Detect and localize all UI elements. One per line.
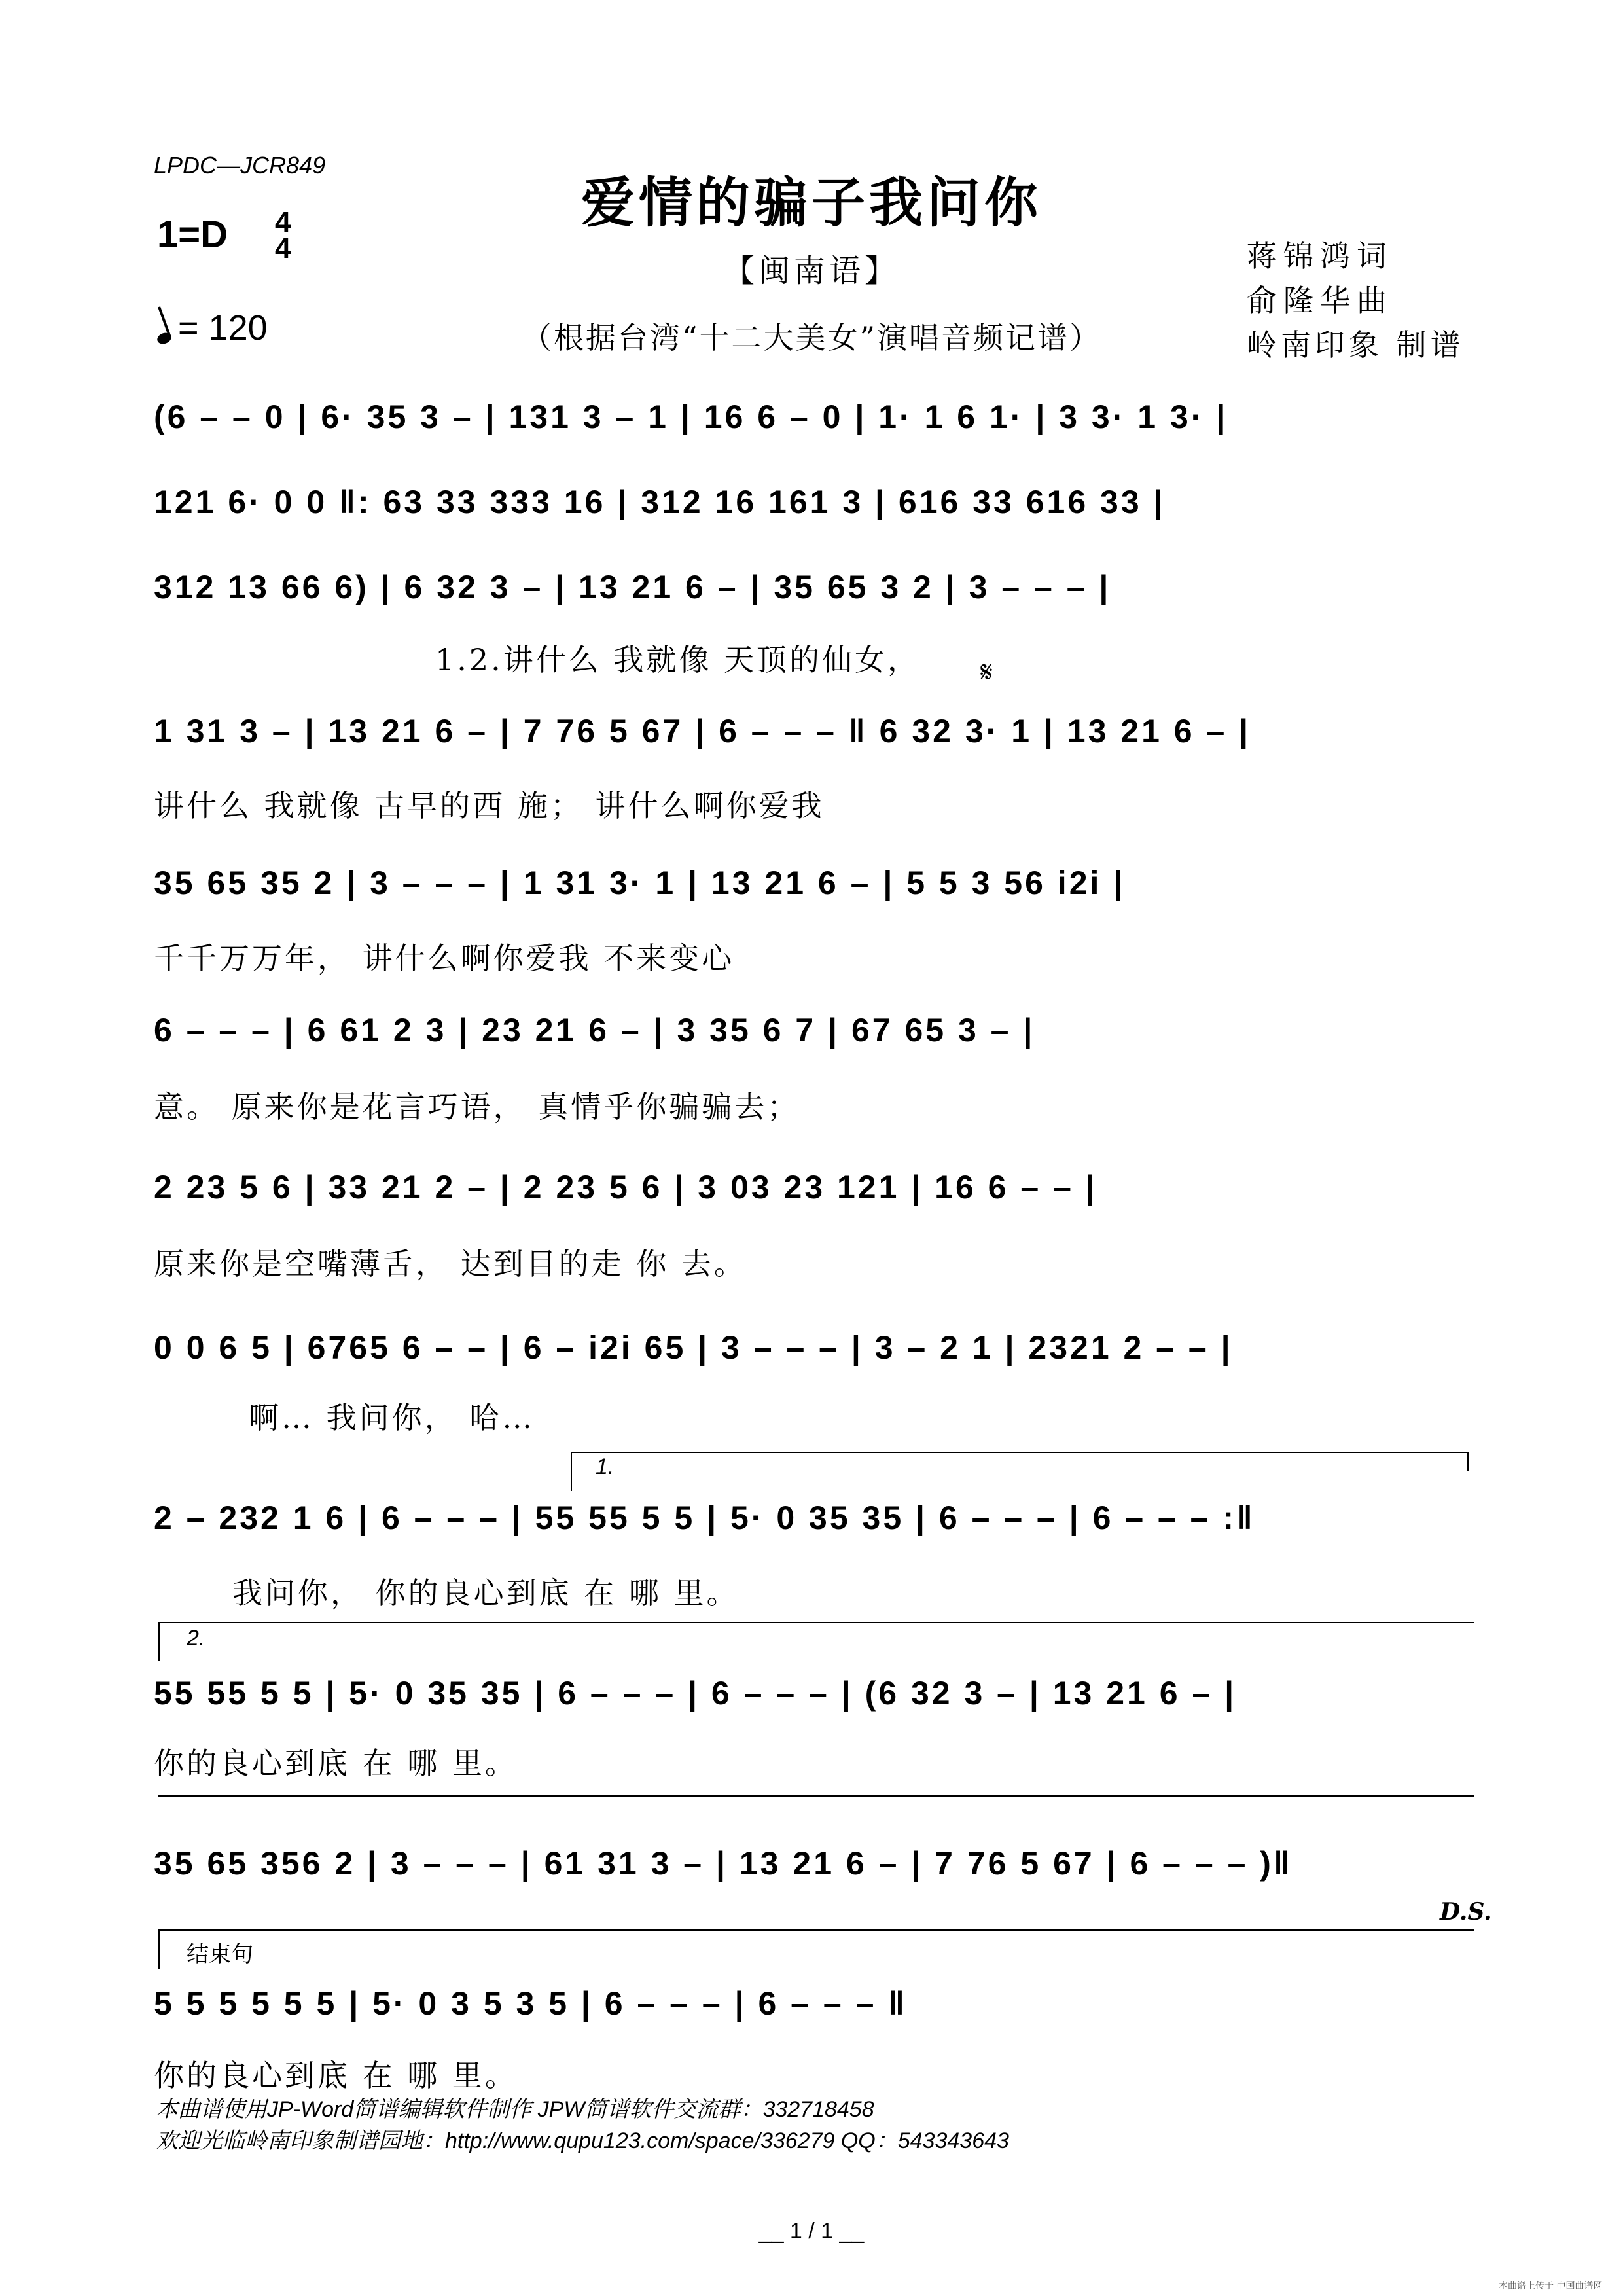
page-number: __ 1 / 1 __ — [758, 2219, 865, 2244]
footer-software-note: 本曲谱使用JP-Word简谱编辑软件制作 JPW简谱软件交流群：332718458 — [156, 2097, 874, 2122]
arranger-credit: 岭南印象 制谱 — [1247, 327, 1465, 363]
notation-row-4: 1 31 3 – | 13 21 6 – | 7 76 5 67 | 6 – – – ‖ 6 32 3· 1 | 13 21 6 – | — [154, 713, 1251, 749]
site-watermark: 本曲谱上传于 中国曲谱网 — [1499, 2281, 1603, 2291]
lyrics-row-12: 你的良心到底 在 哪 里。 — [154, 2058, 518, 2093]
segno-icon: 𝄋 — [980, 656, 993, 689]
lyrics-row-9: 我问你， 你的良心到底 在 哪 里。 — [232, 1575, 740, 1611]
lyrics-row-7: 原来你是空嘴薄舌， 达到目的走 你 去。 — [154, 1246, 747, 1282]
coda-bracket-top — [158, 1929, 1474, 1931]
time-signature-bottom: 4 — [275, 232, 291, 264]
notation-row-11: 35 65 356 2 | 3 – – – | 61 31 3 – | 13 21 6 – | 7 76 5 67 | 6 – – – )‖ — [154, 1845, 1293, 1882]
lyrics-row-5: 千千万万年， 讲什么啊你爱我 不来变心 — [154, 941, 735, 976]
lyrics-row-8: 啊… 我问你， 哈… — [249, 1400, 535, 1435]
key-signature: 1=D — [157, 213, 228, 256]
lyricist-credit: 蒋锦鸿词 — [1247, 238, 1393, 274]
ending-1-bracket-left — [571, 1452, 572, 1491]
ending-2-bracket-left — [158, 1622, 160, 1661]
coda-bracket-left — [158, 1929, 160, 1969]
tempo-value: = 120 — [178, 308, 268, 348]
ending-1-bracket-right — [1467, 1452, 1469, 1471]
lyrics-row-6: 意。 原来你是花言巧语， 真情乎你骗骗去； — [154, 1089, 800, 1124]
score-code: LPDC—JCR849 — [154, 152, 326, 179]
notation-row-6: 6 – – – | 6 61 2 3 | 23 21 6 – | 3 35 6 7 | 67 65 3 – | — [154, 1012, 1035, 1049]
notation-row-9: 2 – 232 1 6 | 6 – – – | 55 55 5 5 | 5· 0 35 35 | 6 – – – | 6 – – – :‖ — [154, 1499, 1255, 1536]
notation-row-1: (6 – – 0 | 6· 35 3 – | 131 3 – 1 | 16 6 – 0 | 1· 1 6 1· | 3 3· 1 3· | — [154, 399, 1228, 435]
ending-1-bracket-top — [571, 1452, 1469, 1453]
notation-row-8: 0 0 6 5 | 6765 6 – – | 6 – i2i 65 | 3 – – – | 3 – 2 1 | 2321 2 – – | — [154, 1329, 1233, 1366]
time-signature-top: 4 — [275, 206, 291, 238]
composer-credit: 俞隆华曲 — [1247, 283, 1393, 318]
notation-row-3: 312 13 66 6) | 6 32 3 – | 13 21 6 – | 35 65 3 2 | 3 – – – | — [154, 569, 1111, 605]
lyrics-row-10: 你的良心到底 在 哪 里。 — [154, 1746, 518, 1781]
ds-marking: D.S. — [1440, 1898, 1492, 1926]
ending-2-bracket-top — [158, 1622, 1474, 1623]
notation-row-7: 2 23 5 6 | 33 21 2 – | 2 23 5 6 | 3 03 23 121 | 16 6 – – | — [154, 1169, 1097, 1206]
section-rule — [158, 1795, 1474, 1797]
footer-website-note: 欢迎光临岭南印象制谱园地：http://www.qupu123.com/space/336279 QQ：543343643 — [156, 2128, 1009, 2153]
lyrics-row-3: 1.2.讲什么 我就像 天顶的仙女， — [435, 642, 921, 677]
ending-2-label: 2. — [187, 1626, 205, 1651]
language-label: 【闽南语】 — [722, 253, 900, 289]
notation-row-10: 55 55 5 5 | 5· 0 35 35 | 6 – – – | 6 – – – | (6 32 3 – | 13 21 6 – | — [154, 1675, 1237, 1712]
notation-row-12: 5 5 5 5 5 5 | 5· 0 3 5 3 5 | 6 – – – | 6 – – – ‖ — [154, 1985, 908, 2022]
page-title: 爱情的骗子我问你 — [580, 171, 1042, 234]
ending-1-label: 1. — [596, 1454, 615, 1479]
coda-label: 结束句 — [187, 1941, 253, 1967]
notation-row-2: 121 6· 0 0 ‖: 63 33 333 16 | 312 16 161 3 | 616 33 616 33 | — [154, 484, 1166, 520]
source-note: （根据台湾“十二大美女”演唱音频记谱） — [521, 320, 1102, 355]
notation-row-5: 35 65 35 2 | 3 – – – | 1 31 3· 1 | 13 21 6 – | 5 5 3 56 i2i | — [154, 865, 1126, 901]
lyrics-row-4: 讲什么 我就像 古早的西 施； 讲什么啊你爱我 — [154, 788, 825, 823]
